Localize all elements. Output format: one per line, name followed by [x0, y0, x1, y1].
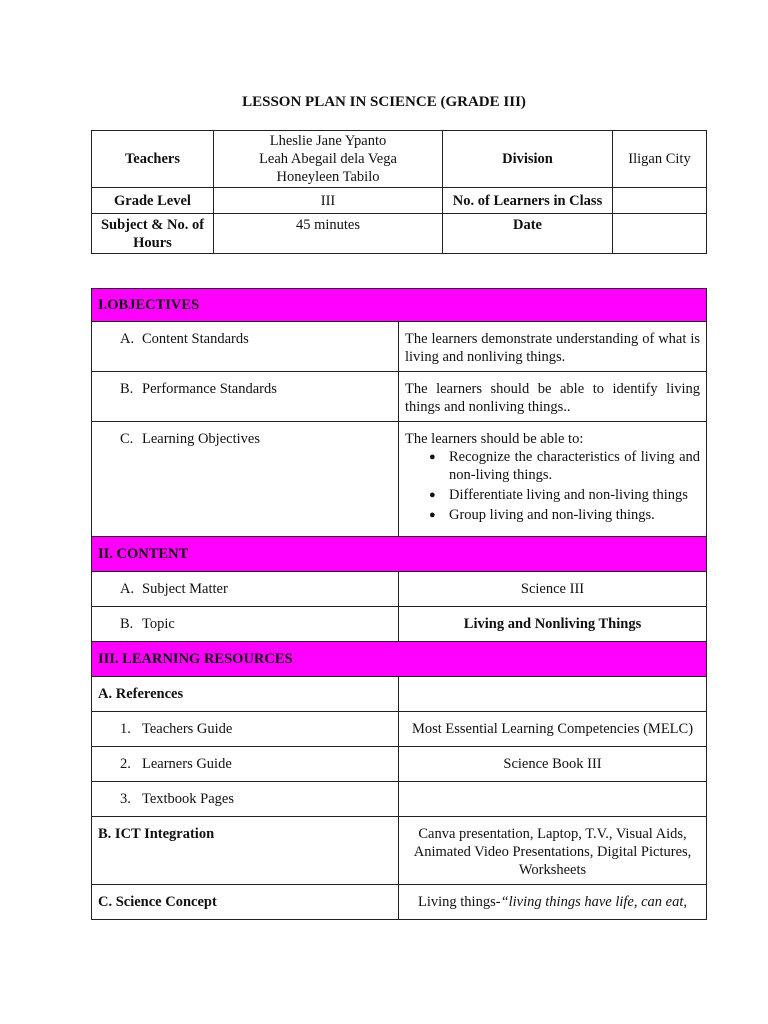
subject-label-line: Subject & No. of [100, 216, 205, 233]
row-learning-objectives [92, 422, 707, 537]
subject-hours-label [92, 214, 214, 254]
section-content [92, 537, 707, 572]
subject-matter-value: Science III [399, 572, 707, 607]
learners-guide-value: Science Book III [399, 747, 707, 782]
item-label: Learners Guide [142, 756, 232, 772]
learning-objectives-value [399, 422, 707, 537]
grade-level-label: Grade Level [92, 188, 214, 214]
row-ict-integration [92, 817, 707, 885]
row-teachers-guide [92, 712, 707, 747]
teachers-guide-value: Most Essential Learning Competencies (MELC) [399, 712, 707, 747]
item-label: Teachers Guide [142, 721, 233, 737]
lesson-info-table [91, 130, 707, 254]
item-number: 3. [120, 791, 131, 807]
date-label: Date [443, 214, 613, 254]
item-label: Performance Standards [142, 381, 277, 397]
grade-level-value: III [214, 188, 443, 214]
item-number: 1. [120, 721, 131, 737]
textbook-pages-label [92, 782, 399, 817]
learners-label: No. of Learners in Class [443, 188, 613, 214]
section-objectives [92, 289, 707, 322]
item-letter: B. [120, 616, 134, 632]
item-label: Topic [142, 616, 175, 632]
item-label: Subject Matter [142, 581, 228, 597]
ict-integration-label: B. ICT Integration [92, 817, 399, 885]
row-topic [92, 607, 707, 642]
performance-standards-value: The learners should be able to identify living things and nonliving things.. [399, 372, 707, 422]
info-row-teachers [92, 131, 707, 188]
row-learners-guide [92, 747, 707, 782]
ict-integration-value: Canva presentation, Laptop, T.V., Visual Aids, Animated Video Presentations, Digital Pictures, Worksheets [399, 817, 707, 885]
lesson-plan-table [91, 288, 707, 920]
row-references [92, 677, 707, 712]
teachers-guide-label [92, 712, 399, 747]
info-row-grade [92, 188, 707, 214]
row-subject-matter [92, 572, 707, 607]
subject-hours-value: 45 minutes [214, 214, 443, 254]
row-content-standards [92, 322, 707, 372]
textbook-pages-value [399, 782, 707, 817]
science-concept-label: C. Science Concept [92, 885, 399, 920]
row-performance-standards [92, 372, 707, 422]
topic-label [92, 607, 399, 642]
objectives-list [405, 448, 700, 524]
list-item: ● Differentiate living and non-living things [429, 486, 700, 504]
teacher-name: Lheslie Jane Ypanto [269, 133, 387, 149]
learners-value [613, 188, 707, 214]
subject-label-line: Hours [133, 234, 172, 251]
item-letter: A. [120, 581, 135, 597]
list-item: ● Group living and non-living things. [429, 506, 700, 524]
learning-objectives-label [92, 422, 399, 537]
teacher-name: Honeyleen Tabilo [276, 169, 380, 185]
performance-standards-label [92, 372, 399, 422]
concept-definition: “living things have life, can eat, [500, 894, 688, 910]
item-number: 2. [120, 756, 131, 772]
item-letter: A. [120, 331, 135, 347]
item-label: Learning Objectives [142, 431, 260, 447]
teachers-value [214, 131, 443, 188]
concept-prefix: Living things- [417, 894, 501, 910]
item-letter: C. [120, 431, 134, 447]
item-letter: B. [120, 381, 134, 397]
section-header: III. LEARNING RESOURCES [92, 642, 707, 677]
objectives-intro: The learners should be able to: [405, 431, 584, 447]
info-row-subject [92, 214, 707, 254]
content-standards-label [92, 322, 399, 372]
references-label: A. References [92, 677, 399, 712]
division-value: Iligan City [613, 131, 707, 188]
item-label: Content Standards [142, 331, 249, 347]
learners-guide-label [92, 747, 399, 782]
section-header: II. CONTENT [92, 537, 707, 572]
references-value [399, 677, 707, 712]
row-textbook-pages [92, 782, 707, 817]
topic-value: Living and Nonliving Things [399, 607, 707, 642]
teachers-label: Teachers [92, 131, 214, 188]
item-label: Textbook Pages [142, 791, 235, 807]
section-header: I.OBJECTIVES [92, 289, 707, 322]
date-value [613, 214, 707, 254]
science-concept-value [399, 885, 707, 920]
list-item: ● Recognize the characteristics of living and non-living things. [429, 448, 700, 484]
document-title: LESSON PLAN IN SCIENCE (GRADE III) [242, 94, 526, 110]
division-label: Division [443, 131, 613, 188]
teacher-name: Leah Abegail dela Vega [259, 151, 397, 167]
row-science-concept [92, 885, 707, 920]
subject-matter-label [92, 572, 399, 607]
content-standards-value: The learners demonstrate understanding of what is living and nonliving things. [399, 322, 707, 372]
section-learning-resources [92, 642, 707, 677]
